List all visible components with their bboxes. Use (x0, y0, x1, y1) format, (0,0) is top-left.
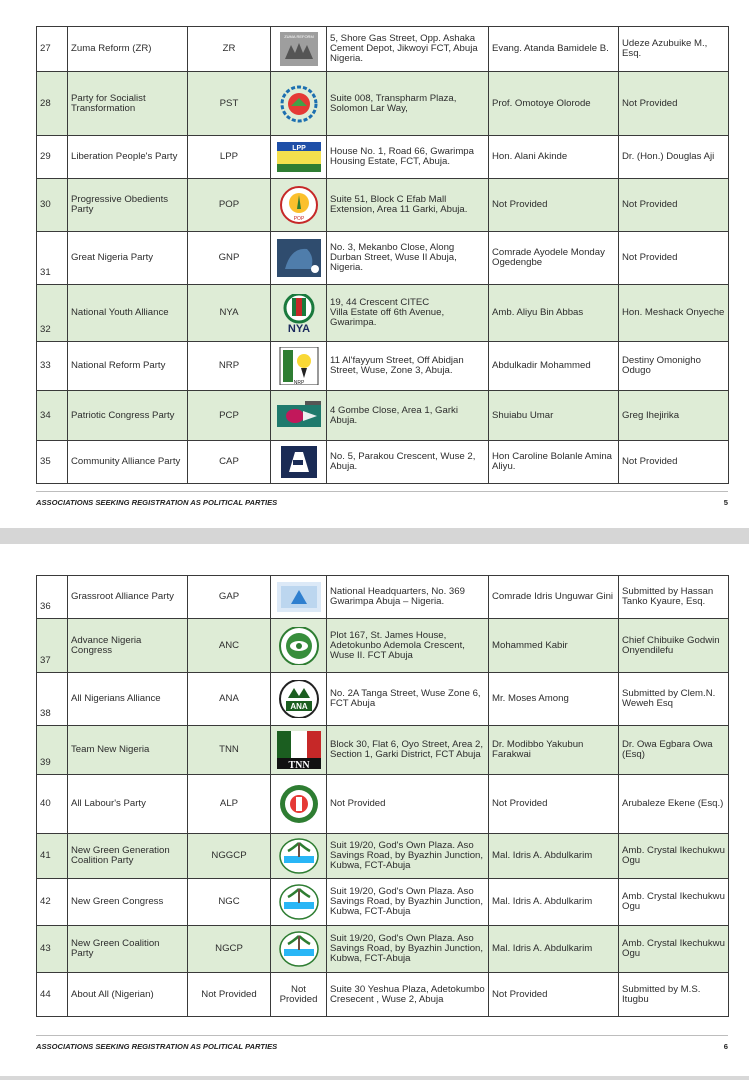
logo-placeholder: Not Provided (279, 983, 318, 1005)
party-abbreviation-cell: CAP (188, 441, 271, 484)
pop-logo (277, 186, 321, 224)
row-number-cell: 35 (37, 441, 68, 484)
party-secretary-cell: Greg Ihejirika (619, 391, 729, 441)
svg-text:LPP: LPP (291, 145, 306, 152)
party-abbreviation-cell: NRP (188, 342, 271, 391)
table-row (37, 285, 729, 342)
cap-logo (277, 443, 321, 481)
party-logo-cell (271, 27, 327, 72)
page-footer (36, 1035, 728, 1051)
party-name-cell: Advance Nigeria Congress (68, 619, 188, 673)
table-row (37, 673, 729, 726)
nggcp-logo (277, 837, 321, 875)
party-name-cell: Patriotic Congress Party (68, 391, 188, 441)
party-address-cell: Block 30, Flat 6, Oyo Street, Area 2, Section 1, Garki District, FCT Abuja (327, 726, 489, 775)
party-secretary-cell: Not Provided (619, 232, 729, 285)
party-logo-cell (271, 973, 327, 1017)
party-address-cell: 19, 44 Crescent CITEC Villa Estate off 6th Avenue, Gwarimpa. (327, 285, 489, 342)
party-address-cell: Suite 51, Block C Efab Mall Extension, Area 11 Garki, Abuja. (327, 179, 489, 232)
document-page-6 (0, 544, 749, 1076)
party-logo-cell (271, 441, 327, 484)
lpp-logo (277, 138, 321, 176)
tnn-logo (277, 731, 321, 769)
party-address-cell: Suit 19/20, God's Own Plaza. Aso Savings Road, by Byazhin Junction, Kubwa, FCT-Abuja (327, 834, 489, 879)
party-abbreviation-cell: GNP (188, 232, 271, 285)
party-name-cell: National Youth Alliance (68, 285, 188, 342)
party-secretary-cell: Not Provided (619, 441, 729, 484)
row-number-cell: 30 (37, 179, 68, 232)
party-address-cell: No. 2A Tanga Street, Wuse Zone 6, FCT Abuja (327, 673, 489, 726)
footer-title: ASSOCIATIONS SEEKING REGISTRATION AS POLITICAL PARTIES (36, 1042, 278, 1051)
party-secretary-cell: Not Provided (619, 179, 729, 232)
party-address-cell: National Headquarters, No. 369 Gwarimpa Abuja – Nigeria. (327, 576, 489, 619)
party-secretary-cell: Not Provided (619, 72, 729, 136)
ngcp-logo (277, 930, 321, 968)
party-name-cell: All Labour's Party (68, 775, 188, 834)
row-number-cell: 36 (37, 576, 68, 619)
party-secretary-cell: Hon. Meshack Onyeche (619, 285, 729, 342)
page-number: 5 (723, 498, 728, 507)
row-number-cell: 28 (37, 72, 68, 136)
row-number-cell: 37 (37, 619, 68, 673)
row-number-cell: 41 (37, 834, 68, 879)
row-number-cell: 44 (37, 973, 68, 1017)
party-abbreviation-cell: LPP (188, 136, 271, 179)
party-address-cell: 4 Gombe Close, Area 1, Garki Abuja. (327, 391, 489, 441)
party-logo-cell (271, 232, 327, 285)
party-logo-cell (271, 619, 327, 673)
party-secretary-cell: Destiny Omonigho Odugo (619, 342, 729, 391)
party-address-cell: Not Provided (327, 775, 489, 834)
party-abbreviation-cell: ZR (188, 27, 271, 72)
party-secretary-cell: Udeze Azubuike M., Esq. (619, 27, 729, 72)
party-address-cell: Suite 008, Transpharm Plaza, Solomon Lar Way, (327, 72, 489, 136)
table-row (37, 619, 729, 673)
party-chairman-cell: Abdulkadir Mohammed (489, 342, 619, 391)
svg-text:NRP: NRP (293, 380, 304, 385)
party-secretary-cell: Submitted by M.S. Itugbu (619, 973, 729, 1017)
party-name-cell: New Green Generation Coalition Party (68, 834, 188, 879)
party-chairman-cell: Mal. Idris A. Abdulkarim (489, 834, 619, 879)
party-address-cell: Suit 19/20, God's Own Plaza. Aso Savings Road, by Byazhin Junction, Kubwa, FCT-Abuja (327, 926, 489, 973)
party-chairman-cell: Not Provided (489, 973, 619, 1017)
zr-logo (277, 30, 321, 68)
party-address-cell: No. 5, Parakou Crescent, Wuse 2, Abuja. (327, 441, 489, 484)
party-address-cell: Suite 30 Yeshua Plaza, Adetokumbo Cresecent , Wuse 2, Abuja (327, 973, 489, 1017)
table-row (37, 391, 729, 441)
table-row (37, 726, 729, 775)
party-chairman-cell: Not Provided (489, 775, 619, 834)
party-name-cell: Zuma Reform (ZR) (68, 27, 188, 72)
table-row (37, 973, 729, 1017)
party-abbreviation-cell: ANA (188, 673, 271, 726)
party-logo-cell (271, 726, 327, 775)
party-name-cell: Team New Nigeria (68, 726, 188, 775)
document-page-5 (0, 0, 749, 528)
party-name-cell: All Nigerians Alliance (68, 673, 188, 726)
row-number-cell: 29 (37, 136, 68, 179)
table-row (37, 441, 729, 484)
party-logo-cell (271, 673, 327, 726)
table-row (37, 775, 729, 834)
row-number-cell: 42 (37, 879, 68, 926)
row-number-cell: 34 (37, 391, 68, 441)
ngc-logo (277, 883, 321, 921)
party-chairman-cell: Comrade Idris Unguwar Gini (489, 576, 619, 619)
party-logo-cell (271, 879, 327, 926)
svg-text:ZUMA REFORM: ZUMA REFORM (283, 34, 314, 39)
party-name-cell: National Reform Party (68, 342, 188, 391)
party-address-cell: 11 Al'fayyum Street, Off Abidjan Street, Wuse, Zone 3, Abuja. (327, 342, 489, 391)
row-number-cell: 39 (37, 726, 68, 775)
alp-logo (277, 785, 321, 823)
party-logo-cell (271, 342, 327, 391)
table-row (37, 576, 729, 619)
svg-text:ANA: ANA (289, 702, 308, 711)
party-logo-cell (271, 285, 327, 342)
party-secretary-cell: Chief Chibuike Godwin Onyendilefu (619, 619, 729, 673)
party-abbreviation-cell: NGCP (188, 926, 271, 973)
page-separator (0, 528, 749, 544)
party-address-cell: Suit 19/20, God's Own Plaza. Aso Savings Road, by Byazhin Junction, Kubwa, FCT-Abuja (327, 879, 489, 926)
party-secretary-cell: Amb. Crystal Ikechukwu Ogu (619, 879, 729, 926)
party-logo-cell (271, 775, 327, 834)
party-address-cell: 5, Shore Gas Street, Opp. Ashaka Cement Depot, Jikwoyi FCT, Abuja Nigeria. (327, 27, 489, 72)
row-number-cell: 31 (37, 232, 68, 285)
svg-text:NYA: NYA (287, 323, 310, 332)
party-chairman-cell: Mr. Moses Among (489, 673, 619, 726)
party-abbreviation-cell: ANC (188, 619, 271, 673)
table-row (37, 136, 729, 179)
row-number-cell: 38 (37, 673, 68, 726)
party-logo-cell (271, 834, 327, 879)
party-secretary-cell: Arubaleze Ekene (Esq.) (619, 775, 729, 834)
party-secretary-cell: Submitted by Hassan Tanko Kyaure, Esq. (619, 576, 729, 619)
party-name-cell: Progressive Obedients Party (68, 179, 188, 232)
page-footer (36, 491, 728, 507)
party-secretary-cell: Amb. Crystal Ikechukwu Ogu (619, 926, 729, 973)
party-name-cell: Great Nigeria Party (68, 232, 188, 285)
party-name-cell: Party for Socialist Transformation (68, 72, 188, 136)
party-logo-cell (271, 72, 327, 136)
parties-table-page-5 (36, 26, 729, 484)
party-chairman-cell: Evang. Atanda Bamidele B. (489, 27, 619, 72)
party-secretary-cell: Dr. (Hon.) Douglas Aji (619, 136, 729, 179)
party-chairman-cell: Mal. Idris A. Abdulkarim (489, 926, 619, 973)
party-address-cell: No. 3, Mekanbo Close, Along Durban Street, Wuse II Abuja, Nigeria. (327, 232, 489, 285)
svg-text:TNN: TNN (287, 760, 310, 769)
party-name-cell: Liberation People's Party (68, 136, 188, 179)
party-logo-cell (271, 136, 327, 179)
ana-logo (277, 680, 321, 718)
table-row (37, 72, 729, 136)
party-abbreviation-cell: NGGCP (188, 834, 271, 879)
party-secretary-cell: Amb. Crystal Ikechukwu Ogu (619, 834, 729, 879)
table-row (37, 179, 729, 232)
nrp-logo (277, 347, 321, 385)
table-row (37, 232, 729, 285)
gnp-logo (277, 239, 321, 277)
table-row (37, 27, 729, 72)
table-row (37, 926, 729, 973)
row-number-cell: 43 (37, 926, 68, 973)
row-number-cell: 33 (37, 342, 68, 391)
gap-logo (277, 578, 321, 616)
party-abbreviation-cell: ALP (188, 775, 271, 834)
party-chairman-cell: Comrade Ayodele Monday Ogedengbe (489, 232, 619, 285)
party-chairman-cell: Mal. Idris A. Abdulkarim (489, 879, 619, 926)
party-chairman-cell: Hon. Alani Akinde (489, 136, 619, 179)
table-row (37, 342, 729, 391)
party-secretary-cell: Dr. Owa Egbara Owa (Esq) (619, 726, 729, 775)
party-chairman-cell: Amb. Aliyu Bin Abbas (489, 285, 619, 342)
party-chairman-cell: Mohammed Kabir (489, 619, 619, 673)
pcp-logo (277, 397, 321, 435)
table-row (37, 879, 729, 926)
party-abbreviation-cell: POP (188, 179, 271, 232)
parties-table-page-6 (36, 575, 729, 1017)
party-chairman-cell: Prof. Omotoye Olorode (489, 72, 619, 136)
nya-logo (277, 294, 321, 332)
svg-text:POP: POP (293, 216, 304, 222)
page-number: 6 (723, 1042, 728, 1051)
party-logo-cell (271, 576, 327, 619)
party-abbreviation-cell: Not Provided (188, 973, 271, 1017)
party-logo-cell (271, 179, 327, 232)
footer-title: ASSOCIATIONS SEEKING REGISTRATION AS POLITICAL PARTIES (36, 498, 278, 507)
party-name-cell: New Green Congress (68, 879, 188, 926)
party-abbreviation-cell: PST (188, 72, 271, 136)
party-logo-cell (271, 391, 327, 441)
party-abbreviation-cell: NGC (188, 879, 271, 926)
table-row (37, 834, 729, 879)
party-address-cell: Plot 167, St. James House, Adetokunbo Ademola Crescent, Wuse II. FCT Abuja (327, 619, 489, 673)
party-address-cell: House No. 1, Road 66, Gwarimpa Housing Estate, FCT, Abuja. (327, 136, 489, 179)
party-chairman-cell: Dr. Modibbo Yakubun Farakwai (489, 726, 619, 775)
party-name-cell: Grassroot Alliance Party (68, 576, 188, 619)
party-chairman-cell: Shuiabu Umar (489, 391, 619, 441)
party-name-cell: New Green Coalition Party (68, 926, 188, 973)
party-chairman-cell: Hon Caroline Bolanle Amina Aliyu. (489, 441, 619, 484)
party-abbreviation-cell: TNN (188, 726, 271, 775)
party-secretary-cell: Submitted by Clem.N. Weweh Esq (619, 673, 729, 726)
party-abbreviation-cell: PCP (188, 391, 271, 441)
row-number-cell: 40 (37, 775, 68, 834)
party-abbreviation-cell: NYA (188, 285, 271, 342)
party-name-cell: About All (Nigerian) (68, 973, 188, 1017)
row-number-cell: 32 (37, 285, 68, 342)
pst-logo (277, 85, 321, 123)
party-abbreviation-cell: GAP (188, 576, 271, 619)
party-name-cell: Community Alliance Party (68, 441, 188, 484)
party-chairman-cell: Not Provided (489, 179, 619, 232)
party-logo-cell (271, 926, 327, 973)
row-number-cell: 27 (37, 27, 68, 72)
anc-logo (277, 627, 321, 665)
